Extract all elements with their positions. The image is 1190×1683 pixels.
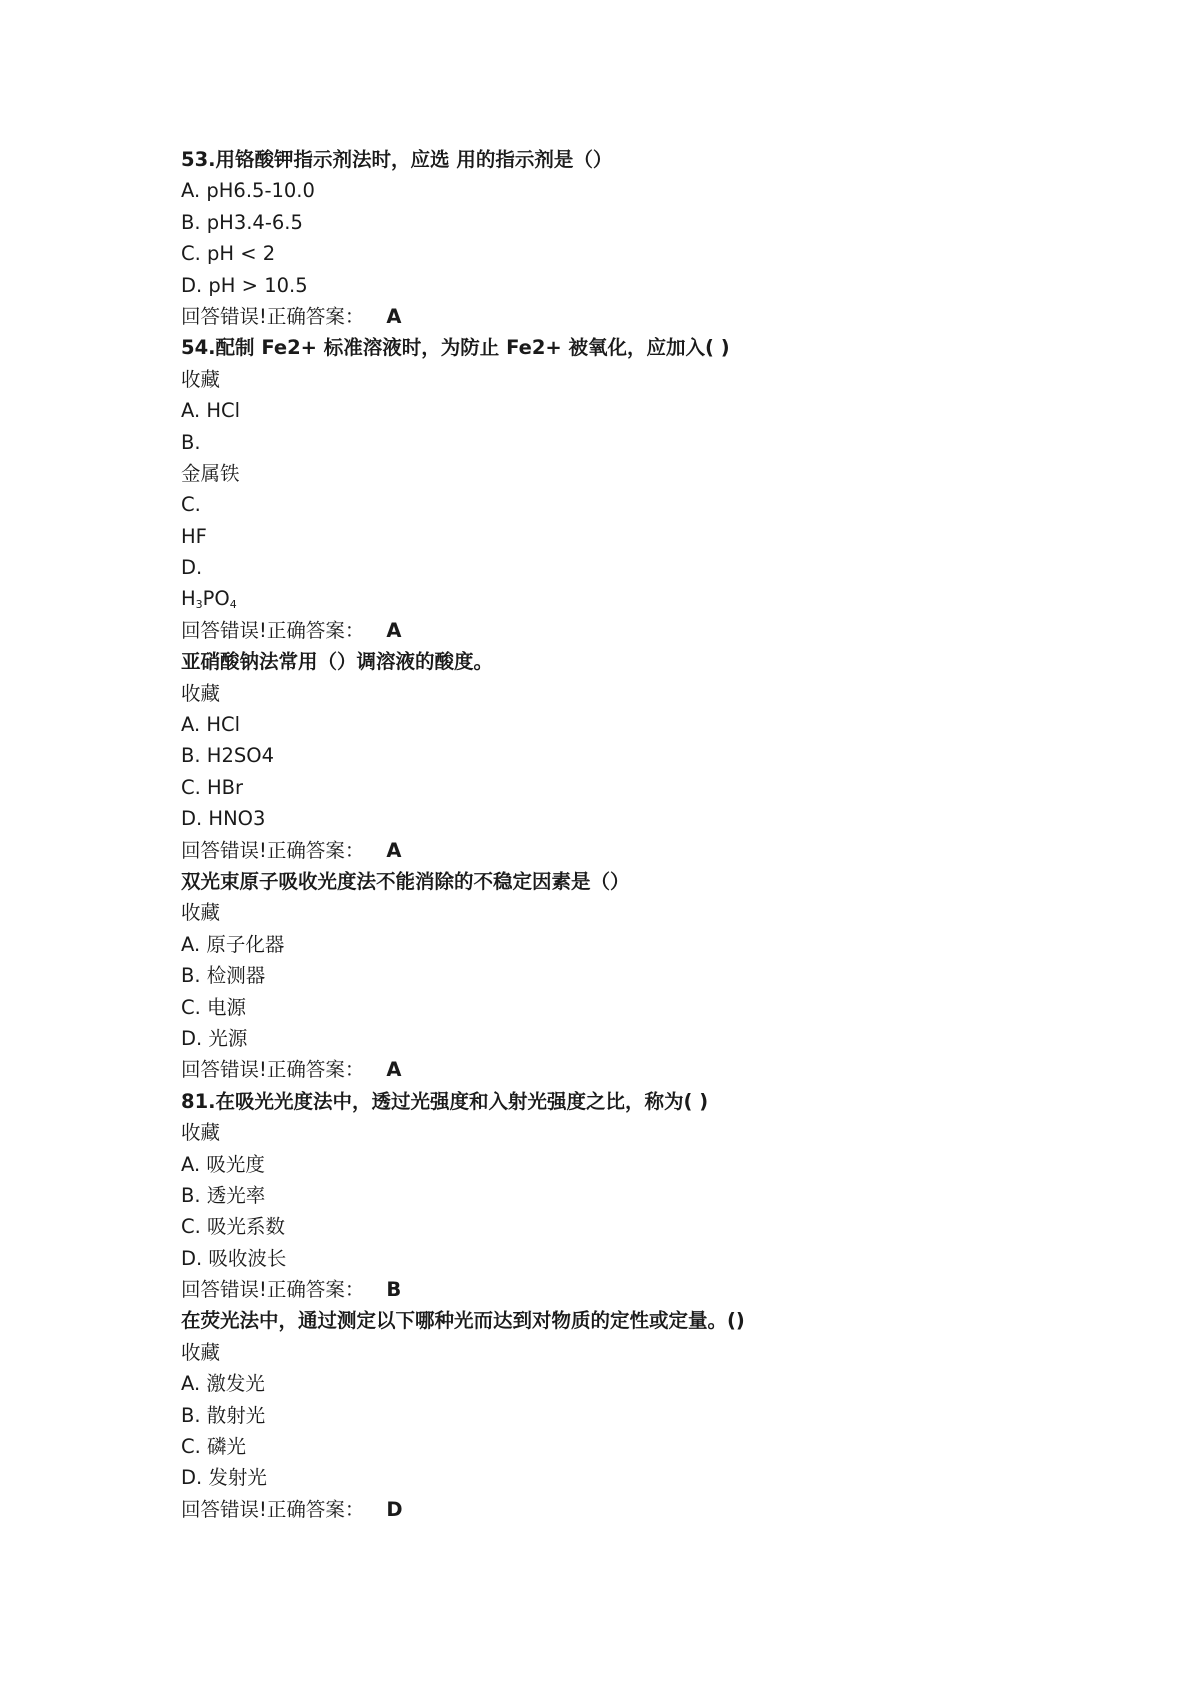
option: A. 吸光度 (181, 1152, 265, 1176)
option: HF (181, 524, 207, 548)
question-title: 双光束原子吸收光度法不能消除的不稳定因素是（） (181, 869, 630, 893)
favorite-link[interactable]: 收藏 (181, 681, 221, 705)
favorite-link[interactable]: 收藏 (181, 367, 221, 391)
question-title: 54.配制 Fe2+ 标准溶液时，为防止 Fe2+ 被氧化，应加入( ) (181, 336, 730, 360)
answer-result-label: 回答错误!正确答案： (181, 1058, 365, 1082)
option: 金属铁 (181, 461, 240, 485)
option: B. 透光率 (181, 1183, 266, 1207)
option: A. pH6.5-10.0 (181, 179, 315, 203)
correct-answer: B (386, 1278, 402, 1302)
option: C. 磷光 (181, 1435, 247, 1459)
correct-answer: D (386, 1497, 403, 1521)
option: D. 吸收波长 (181, 1246, 287, 1270)
answer-result-label: 回答错误!正确答案： (181, 618, 365, 642)
correct-answer: A (386, 1058, 402, 1082)
answer-result-label: 回答错误!正确答案： (181, 1278, 365, 1302)
answer-result-label: 回答错误!正确答案： (181, 1497, 365, 1521)
question-title: 亚硝酸钠法常用（）调溶液的酸度。 (181, 650, 494, 674)
answer-row (181, 615, 1081, 646)
answer-row (181, 301, 1081, 332)
question-title: 81.在吸光光度法中，透过光强度和入射光强度之比，称为( ) (181, 1089, 709, 1113)
option: D. 发射光 (181, 1466, 267, 1490)
question-title: 53.用铬酸钾指示剂法时，应选 用的指示剂是（） (181, 148, 613, 171)
answer-row (181, 835, 1081, 866)
option: B. H2SO4 (181, 744, 274, 768)
correct-answer: A (386, 618, 402, 642)
favorite-link[interactable]: 收藏 (181, 901, 221, 925)
option: C. HBr (181, 775, 244, 799)
option: B. 检测器 (181, 964, 266, 988)
option: C. (181, 493, 201, 517)
correct-answer: A (386, 838, 402, 862)
option: D. pH > 10.5 (181, 273, 308, 297)
option: C. 吸光系数 (181, 1215, 286, 1239)
option: B. 散射光 (181, 1403, 266, 1427)
answer-row (181, 1054, 1081, 1085)
answer-row (181, 1494, 1081, 1525)
correct-answer: A (386, 304, 402, 328)
option: D. (181, 556, 203, 580)
document-body (181, 144, 1081, 1525)
option: C. pH < 2 (181, 242, 276, 266)
option: A. HCl (181, 399, 241, 423)
answer-row (181, 1274, 1081, 1305)
option: D. HNO3 (181, 807, 266, 831)
option: A. HCl (181, 713, 241, 737)
option: B. pH3.4-6.5 (181, 210, 303, 234)
option: D. 光源 (181, 1026, 248, 1050)
option: B. (181, 430, 201, 454)
answer-result-label: 回答错误!正确答案： (181, 304, 365, 328)
question-title: 在荧光法中，通过测定以下哪种光而达到对物质的定性或定量。() (181, 1309, 745, 1333)
option: A. 原子化器 (181, 932, 285, 956)
favorite-link[interactable]: 收藏 (181, 1121, 221, 1145)
option-formula: $H_3PO_4$ (181, 587, 237, 612)
favorite-link[interactable]: 收藏 (181, 1340, 221, 1364)
option: A. 激发光 (181, 1372, 265, 1396)
answer-result-label: 回答错误!正确答案： (181, 838, 365, 862)
option: C. 电源 (181, 995, 247, 1019)
